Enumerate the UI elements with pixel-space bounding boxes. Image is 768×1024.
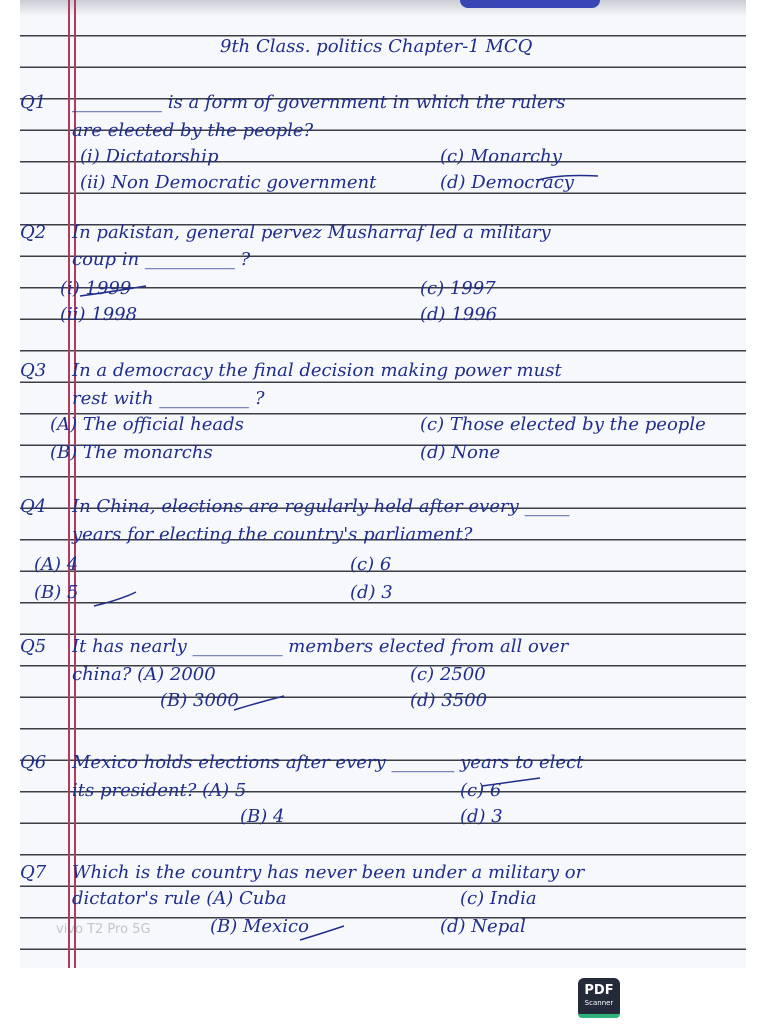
q7-option-b: (B) Mexico	[210, 916, 309, 937]
answer-marks	[20, 0, 746, 968]
camera-watermark: vivo T2 Pro 5G	[56, 922, 151, 937]
q5-number: Q5	[20, 636, 47, 657]
q1-option-c: (c) Monarchy	[440, 146, 562, 167]
q1-text-2: are elected by the people?	[72, 120, 314, 141]
q1-option-a: (i) Dictatorship	[80, 146, 219, 167]
q2-answer-tick	[80, 286, 146, 296]
q3-option-a: (A) The official heads	[50, 414, 244, 435]
q4-option-a: (A) 4	[34, 554, 79, 575]
q4-text-1: In China, elections are regularly held after every _____	[72, 496, 570, 517]
q3-option-d: (d) None	[420, 442, 501, 463]
q2-option-c: (c) 1997	[420, 278, 496, 299]
q7-option-c: (c) India	[460, 888, 537, 909]
footer-strip	[20, 968, 746, 1024]
pdf-logo-bar	[578, 1014, 620, 1018]
q3-text-1: In a democracy the final decision making power must	[72, 360, 562, 381]
q3-text-2: rest with __________ ?	[72, 388, 265, 409]
q6-option-c: (c) 6	[460, 780, 502, 801]
q7-answer-tick	[300, 926, 344, 940]
q6-option-b: (B) 4	[240, 806, 285, 827]
page-title: 9th Class. politics Chapter-1 MCQ	[220, 36, 533, 57]
q7-text-2: dictator's rule (A) Cuba	[72, 888, 287, 909]
q4-number: Q4	[20, 496, 47, 517]
pdf-scanner-logo	[578, 978, 620, 1018]
q1-number: Q1	[20, 92, 47, 113]
q5-option-b: (B) 3000	[160, 690, 239, 711]
pdf-logo-subtitle: Scanner	[584, 999, 614, 1007]
q5-text-2: china? (A) 2000	[72, 664, 216, 685]
q3-number: Q3	[20, 360, 47, 381]
q1-text-1: __________ is a form of government in which the rulers	[72, 92, 566, 113]
q6-option-d: (d) 3	[460, 806, 503, 827]
q6-answer-tick	[482, 778, 540, 786]
q6-text-2: its president? (A) 5	[72, 780, 247, 801]
q1-answer-tick	[538, 176, 598, 181]
q3-option-b: (B) The monarchs	[50, 442, 213, 463]
q4-text-2: years for electing the country's parliament?	[72, 524, 473, 545]
q7-option-d: (d) Nepal	[440, 916, 526, 937]
q2-option-b: (ii) 1998	[60, 304, 138, 325]
q1-option-b: (ii) Non Democratic government	[80, 172, 377, 193]
q5-option-c: (c) 2500	[410, 664, 486, 685]
q2-option-a: (i) 1999	[60, 278, 132, 299]
q7-number: Q7	[20, 862, 47, 883]
q5-answer-tick	[234, 696, 284, 710]
q4-option-c: (c) 6	[350, 554, 392, 575]
q6-text-1: Mexico holds elections after every _______ years to elect	[72, 752, 584, 773]
q3-option-c: (c) Those elected by the people	[420, 414, 706, 435]
pdf-logo-title: PDF	[584, 983, 614, 998]
q2-option-d: (d) 1996	[420, 304, 498, 325]
q7-text-1: Which is the country has never been under a military or	[72, 862, 585, 883]
q6-number: Q6	[20, 752, 47, 773]
q5-option-d: (d) 3500	[410, 690, 488, 711]
q1-option-d: (d) Democracy	[440, 172, 574, 193]
q4-option-d: (d) 3	[350, 582, 393, 603]
q2-number: Q2	[20, 222, 47, 243]
q5-text-1: It has nearly __________ members elected from all over	[72, 636, 569, 657]
q2-text-1: In pakistan, general pervez Musharraf led a military	[72, 222, 551, 243]
q4-answer-tick	[94, 592, 136, 606]
notebook-page	[20, 0, 746, 968]
q2-text-2: coup in __________ ?	[72, 249, 251, 270]
q4-option-b: (B) 5	[34, 582, 79, 603]
